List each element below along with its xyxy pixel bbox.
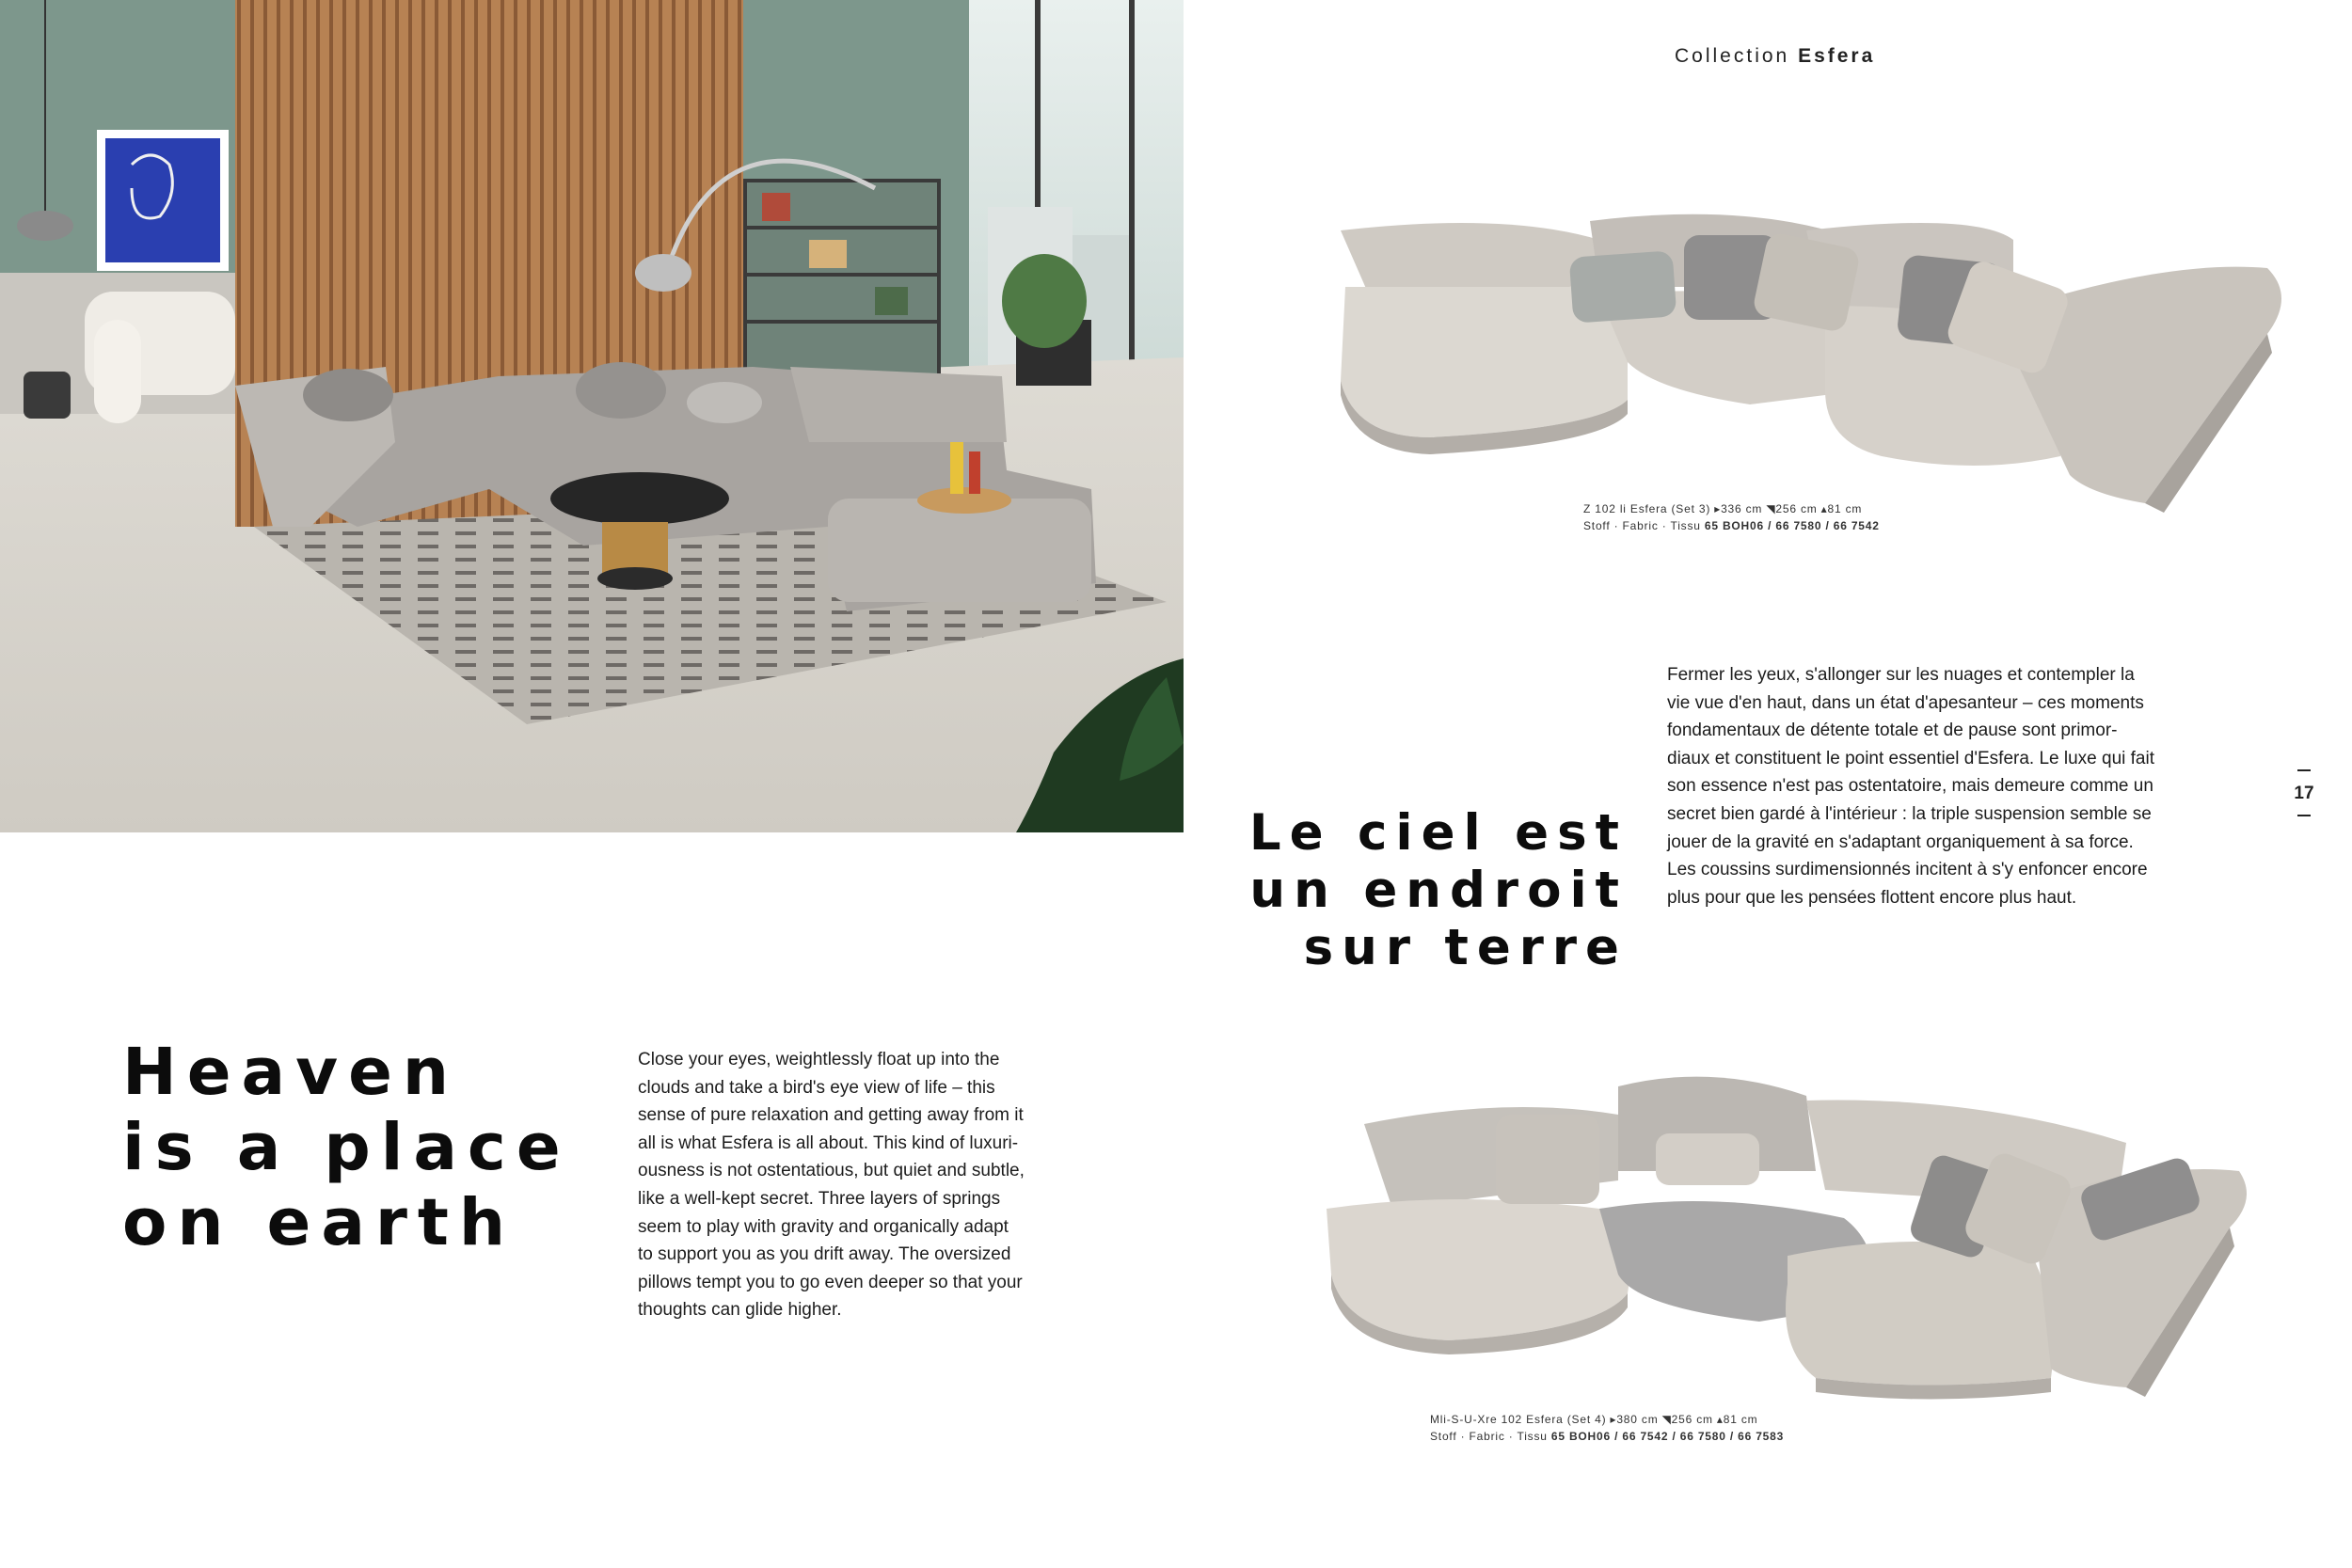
- english-body-line: pillows tempt you to go even deeper so that your: [638, 1272, 1023, 1292]
- english-body-line: ousness is not ostentatious, but quiet and subtle,: [638, 1161, 1025, 1181]
- sofa-set-4-caption: [1430, 1411, 1784, 1445]
- french-body-line: Les coussins surdimensionnés incitent à s'y enfoncer encore: [1667, 860, 2148, 880]
- french-body-line: plus pour que les pensées flottent encore plus haut.: [1667, 887, 2077, 908]
- english-body-line: clouds and take a bird's eye view of life – this: [638, 1077, 995, 1098]
- french-body-text: [1667, 661, 2166, 911]
- english-headline-line: on earth: [122, 1185, 516, 1260]
- page-dash-bottom: [2297, 815, 2311, 816]
- room-photo: [0, 0, 1184, 832]
- english-headline-line: is a place: [122, 1110, 571, 1185]
- french-body-line: vie vue d'en haut, dans un état d'apesanteur – ces moments: [1667, 692, 2144, 713]
- collection-name: Esfera: [1798, 45, 1876, 67]
- french-body-line: secret bien gardé à l'intérieur : la triple suspension semble se: [1667, 803, 2152, 824]
- english-body-line: to support you as you drift away. The oversized: [638, 1244, 1011, 1265]
- french-headline-line: un endroit: [1249, 862, 1628, 919]
- sofa-set-3-image: [1317, 202, 2296, 522]
- english-body-line: thoughts can glide higher.: [638, 1300, 842, 1321]
- french-body-line: fondamentaux de détente totale et de pause sont primor-: [1667, 721, 2118, 741]
- caption-fabric: [1430, 1428, 1784, 1445]
- english-headline: [122, 1035, 593, 1260]
- french-body-line: Fermer les yeux, s'allonger sur les nuages et contempler la: [1667, 665, 2135, 685]
- caption-fabric: [1583, 517, 1880, 534]
- english-body-text: [638, 1046, 1042, 1324]
- english-body-line: all is what Esfera is all about. This kind of luxuri-: [638, 1132, 1019, 1153]
- caption-fabric-label: Stoff · Fabric · Tissu: [1583, 519, 1705, 532]
- french-headline-line: sur terre: [1303, 919, 1628, 976]
- caption-fabric-codes: 65 BOH06 / 66 7580 / 66 7542: [1704, 519, 1880, 532]
- caption-dimensions: Mli-S-U-Xre 102 Esfera (Set 4) ▸380 cm ◥256 cm ▴81 cm: [1430, 1413, 1758, 1426]
- french-body-line: jouer de la gravité en s'adaptant organiquement à sa force.: [1667, 832, 2134, 852]
- page-number: [2284, 769, 2324, 816]
- english-body-line: Close your eyes, weightlessly float up into the: [638, 1050, 1000, 1069]
- caption-fabric-label: Stoff · Fabric · Tissu: [1430, 1430, 1551, 1443]
- english-body-line: like a well-kept secret. Three layers of springs: [638, 1188, 1001, 1209]
- caption-dimensions: Z 102 li Esfera (Set 3) ▸336 cm ◥256 cm ▴81 cm: [1583, 502, 1863, 515]
- page-number-text: 17: [2294, 784, 2314, 803]
- french-body-line: diaux et constituent le point essentiel d'Esfera. Le luxe qui fait: [1667, 748, 2155, 768]
- english-body-line: sense of pure relaxation and getting away from it: [638, 1105, 1024, 1126]
- collection-header: [1675, 45, 1919, 68]
- french-body-line: son essence n'est pas ostentatoire, mais demeure comme un: [1667, 776, 2153, 797]
- english-body-line: seem to play with gravity and organically adapt: [638, 1216, 1009, 1237]
- french-headline: [1223, 804, 1628, 976]
- french-headline-line: Le ciel est: [1248, 804, 1628, 862]
- collection-label: Collection: [1675, 45, 1790, 67]
- caption-fabric-codes: 65 BOH06 / 66 7542 / 66 7580 / 66 7583: [1550, 1430, 1785, 1443]
- english-headline-line: Heaven: [122, 1035, 460, 1110]
- page-dash-top: [2297, 769, 2311, 771]
- sofa-set-3-caption: [1583, 500, 1880, 534]
- sofa-set-4-image: [1317, 1068, 2258, 1425]
